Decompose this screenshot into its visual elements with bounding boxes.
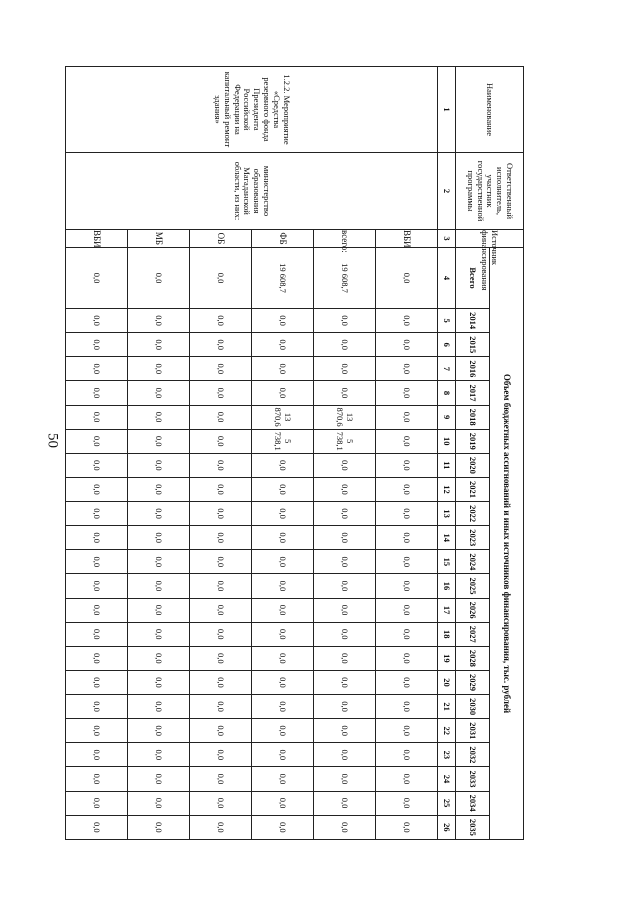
- value-cell: 0,0: [128, 815, 190, 839]
- value-cell: 0,0: [252, 791, 314, 815]
- value-cell: 0,0: [314, 309, 376, 333]
- value-cell: 0,0: [190, 767, 252, 791]
- header-year: 2032: [456, 743, 490, 767]
- value-cell: 0,0: [66, 646, 128, 670]
- value-cell: 0,0: [314, 646, 376, 670]
- value-cell: 0,0: [314, 477, 376, 501]
- value-cell: 0,0: [66, 574, 128, 598]
- header-year: 2021: [456, 477, 490, 501]
- value-cell: 0,0: [376, 646, 438, 670]
- header-year: 2026: [456, 598, 490, 622]
- value-cell: 0,0: [376, 453, 438, 477]
- value-cell: 0,0: [190, 502, 252, 526]
- column-number: 10: [438, 429, 456, 453]
- column-number: 17: [438, 598, 456, 622]
- column-number: 11: [438, 453, 456, 477]
- header-year: 2027: [456, 622, 490, 646]
- header-year: 2020: [456, 453, 490, 477]
- value-cell: 0,0: [128, 405, 190, 429]
- value-cell: 0,0: [376, 598, 438, 622]
- value-cell: 0,0: [252, 502, 314, 526]
- header-year: 2035: [456, 815, 490, 839]
- value-cell: 0,0: [128, 622, 190, 646]
- total-cell: 19 608,7: [314, 248, 376, 309]
- value-cell: 0,0: [314, 598, 376, 622]
- header-executor: Ответственный исполнитель, участник государственной программы: [456, 153, 524, 230]
- source-cell: ВБИ: [66, 230, 128, 248]
- value-cell: 0,0: [314, 743, 376, 767]
- value-cell: 0,0: [376, 357, 438, 381]
- column-number: 7: [438, 357, 456, 381]
- value-cell: 0,0: [128, 719, 190, 743]
- header-year: 2028: [456, 646, 490, 670]
- header-row: [490, 67, 524, 840]
- table-row: [376, 67, 438, 840]
- value-cell: 0,0: [314, 767, 376, 791]
- column-number: 15: [438, 550, 456, 574]
- column-number: 24: [438, 767, 456, 791]
- value-cell: 0,0: [128, 453, 190, 477]
- value-cell: 0,0: [66, 309, 128, 333]
- value-cell: 0,0: [314, 357, 376, 381]
- header-year: 2014: [456, 309, 490, 333]
- value-cell: 0,0: [128, 526, 190, 550]
- value-cell: 0,0: [128, 598, 190, 622]
- value-cell: 0,0: [66, 429, 128, 453]
- value-cell: 0,0: [376, 381, 438, 405]
- value-cell: 0,0: [66, 767, 128, 791]
- value-cell: 5 738,1: [252, 429, 314, 453]
- value-cell: 0,0: [128, 502, 190, 526]
- column-number: 4: [438, 248, 456, 309]
- value-cell: 0,0: [190, 791, 252, 815]
- header-source: Источник финансирования: [456, 230, 524, 248]
- value-cell: 0,0: [190, 550, 252, 574]
- value-cell: 0,0: [190, 646, 252, 670]
- value-cell: 0,0: [190, 453, 252, 477]
- value-cell: 0,0: [66, 719, 128, 743]
- value-cell: 0,0: [252, 333, 314, 357]
- value-cell: 0,0: [376, 815, 438, 839]
- value-cell: 0,0: [128, 791, 190, 815]
- value-cell: 0,0: [314, 550, 376, 574]
- value-cell: 0,0: [66, 670, 128, 694]
- value-cell: 0,0: [376, 526, 438, 550]
- column-number: 8: [438, 381, 456, 405]
- value-cell: 0,0: [128, 646, 190, 670]
- value-cell: 0,0: [190, 381, 252, 405]
- value-cell: 0,0: [376, 743, 438, 767]
- header-year: 2030: [456, 695, 490, 719]
- header-year: 2033: [456, 767, 490, 791]
- value-cell: 0,0: [190, 309, 252, 333]
- value-cell: 0,0: [190, 670, 252, 694]
- total-cell: 0,0: [128, 248, 190, 309]
- header-year: 2019: [456, 429, 490, 453]
- value-cell: 0,0: [252, 309, 314, 333]
- column-number: 19: [438, 646, 456, 670]
- value-cell: 0,0: [376, 767, 438, 791]
- value-cell: 0,0: [314, 526, 376, 550]
- value-cell: 0,0: [128, 477, 190, 501]
- total-cell: 0,0: [190, 248, 252, 309]
- value-cell: 0,0: [190, 815, 252, 839]
- value-cell: 0,0: [314, 381, 376, 405]
- header-total: Всего: [456, 248, 490, 309]
- value-cell: 0,0: [190, 333, 252, 357]
- value-cell: 0,0: [252, 695, 314, 719]
- value-cell: 0,0: [314, 815, 376, 839]
- value-cell: 0,0: [128, 429, 190, 453]
- value-cell: 0,0: [376, 477, 438, 501]
- value-cell: 0,0: [314, 622, 376, 646]
- column-number: 22: [438, 719, 456, 743]
- value-cell: 0,0: [66, 815, 128, 839]
- column-number: 1: [438, 67, 456, 153]
- value-cell: 0,0: [252, 357, 314, 381]
- header-year: 2023: [456, 526, 490, 550]
- value-cell: 0,0: [376, 429, 438, 453]
- value-cell: 0,0: [190, 429, 252, 453]
- value-cell: 0,0: [252, 815, 314, 839]
- header-year: 2017: [456, 381, 490, 405]
- header-year: 2015: [456, 333, 490, 357]
- value-cell: 0,0: [66, 333, 128, 357]
- value-cell: 0,0: [252, 743, 314, 767]
- value-cell: 5 738,1: [314, 429, 376, 453]
- value-cell: 0,0: [128, 670, 190, 694]
- value-cell: 0,0: [252, 670, 314, 694]
- value-cell: 0,0: [190, 598, 252, 622]
- value-cell: 0,0: [376, 719, 438, 743]
- value-cell: 0,0: [376, 309, 438, 333]
- value-cell: 0,0: [376, 502, 438, 526]
- column-number-row: [438, 67, 456, 840]
- column-number: 21: [438, 695, 456, 719]
- header-year: 2025: [456, 574, 490, 598]
- executor-name: министерство образования Магаданской области, из них:: [66, 153, 438, 230]
- value-cell: 0,0: [66, 357, 128, 381]
- value-cell: 13 870,6: [314, 405, 376, 429]
- value-cell: 0,0: [252, 598, 314, 622]
- value-cell: 13 870,6: [252, 405, 314, 429]
- source-cell: ВБИ: [376, 230, 438, 248]
- total-cell: 0,0: [376, 248, 438, 309]
- page-number: 50: [44, 433, 61, 448]
- total-cell: 0,0: [66, 248, 128, 309]
- value-cell: 0,0: [314, 695, 376, 719]
- value-cell: 0,0: [252, 646, 314, 670]
- value-cell: 0,0: [66, 743, 128, 767]
- value-cell: 0,0: [314, 670, 376, 694]
- column-number: 6: [438, 333, 456, 357]
- value-cell: 0,0: [252, 453, 314, 477]
- financing-table: [65, 66, 524, 840]
- source-cell: ФБ: [252, 230, 314, 248]
- column-number: 12: [438, 477, 456, 501]
- source-cell: ОБ: [190, 230, 252, 248]
- value-cell: 0,0: [66, 453, 128, 477]
- value-cell: 0,0: [376, 622, 438, 646]
- value-cell: 0,0: [128, 357, 190, 381]
- value-cell: 0,0: [314, 791, 376, 815]
- value-cell: 0,0: [190, 743, 252, 767]
- column-number: 5: [438, 309, 456, 333]
- value-cell: 0,0: [128, 695, 190, 719]
- value-cell: 0,0: [252, 719, 314, 743]
- value-cell: 0,0: [190, 477, 252, 501]
- value-cell: 0,0: [190, 695, 252, 719]
- source-cell: МБ: [128, 230, 190, 248]
- value-cell: 0,0: [128, 767, 190, 791]
- value-cell: 0,0: [314, 333, 376, 357]
- header-year: 2016: [456, 357, 490, 381]
- value-cell: 0,0: [190, 622, 252, 646]
- value-cell: 0,0: [376, 791, 438, 815]
- value-cell: 0,0: [66, 502, 128, 526]
- column-number: 9: [438, 405, 456, 429]
- total-cell: 19 608,7: [252, 248, 314, 309]
- column-number: 3: [438, 230, 456, 248]
- column-number: 13: [438, 502, 456, 526]
- measure-name: 1.2.2. Мероприятие «Средства резервного фонда Президента Российской Федерации на капитальный ремонт здания»: [66, 67, 438, 153]
- value-cell: 0,0: [376, 405, 438, 429]
- header-year: 2024: [456, 550, 490, 574]
- value-cell: 0,0: [252, 381, 314, 405]
- header-year: 2022: [456, 502, 490, 526]
- value-cell: 0,0: [376, 695, 438, 719]
- source-cell: всего:: [314, 230, 376, 248]
- header-year: 2031: [456, 719, 490, 743]
- column-number: 14: [438, 526, 456, 550]
- value-cell: 0,0: [314, 502, 376, 526]
- column-number: 18: [438, 622, 456, 646]
- header-name: Наименование: [456, 67, 524, 153]
- value-cell: 0,0: [66, 526, 128, 550]
- column-number: 20: [438, 670, 456, 694]
- value-cell: 0,0: [66, 477, 128, 501]
- value-cell: 0,0: [252, 550, 314, 574]
- value-cell: 0,0: [190, 719, 252, 743]
- value-cell: 0,0: [190, 405, 252, 429]
- value-cell: 0,0: [252, 477, 314, 501]
- value-cell: 0,0: [376, 574, 438, 598]
- value-cell: 0,0: [252, 622, 314, 646]
- value-cell: 0,0: [190, 574, 252, 598]
- value-cell: 0,0: [376, 550, 438, 574]
- value-cell: 0,0: [66, 695, 128, 719]
- value-cell: 0,0: [66, 381, 128, 405]
- column-number: 23: [438, 743, 456, 767]
- value-cell: 0,0: [66, 598, 128, 622]
- value-cell: 0,0: [128, 574, 190, 598]
- value-cell: 0,0: [128, 381, 190, 405]
- value-cell: 0,0: [190, 526, 252, 550]
- header-volume: Объем бюджетных ассигнований и иных источников финансирования, тыс. рублей: [490, 248, 524, 840]
- header-year: 2029: [456, 670, 490, 694]
- value-cell: 0,0: [66, 622, 128, 646]
- value-cell: 0,0: [128, 333, 190, 357]
- column-number: 25: [438, 791, 456, 815]
- value-cell: 0,0: [252, 767, 314, 791]
- value-cell: 0,0: [66, 791, 128, 815]
- value-cell: 0,0: [128, 550, 190, 574]
- column-number: 2: [438, 153, 456, 230]
- value-cell: 0,0: [314, 574, 376, 598]
- value-cell: 0,0: [66, 550, 128, 574]
- value-cell: 0,0: [252, 574, 314, 598]
- value-cell: 0,0: [190, 357, 252, 381]
- column-number: 16: [438, 574, 456, 598]
- header-year: 2034: [456, 791, 490, 815]
- value-cell: 0,0: [252, 526, 314, 550]
- value-cell: 0,0: [314, 453, 376, 477]
- value-cell: 0,0: [314, 719, 376, 743]
- value-cell: 0,0: [128, 743, 190, 767]
- header-year: 2018: [456, 405, 490, 429]
- value-cell: 0,0: [66, 405, 128, 429]
- value-cell: 0,0: [376, 333, 438, 357]
- rotated-sheet: [66, 66, 524, 840]
- column-number: 26: [438, 815, 456, 839]
- value-cell: 0,0: [128, 309, 190, 333]
- value-cell: 0,0: [376, 670, 438, 694]
